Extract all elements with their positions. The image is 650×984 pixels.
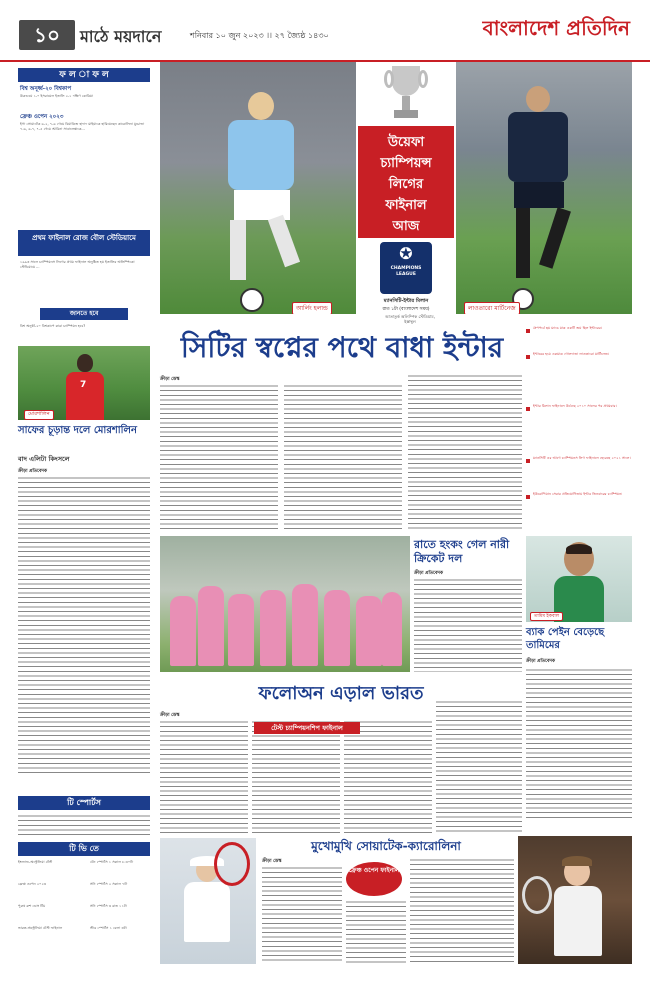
- results-header: ফ ল া ফ ল: [18, 68, 150, 82]
- ucl-star-icon: ✪: [399, 244, 413, 263]
- tamim-headline: ব্যাক পেইন বেড়েছে তামিমের: [526, 627, 605, 651]
- test-headline: ফলোঅন এড়াল ভারত: [258, 683, 424, 704]
- bullets-box: [526, 326, 632, 532]
- main-body-col3: [408, 374, 522, 532]
- cricket-body: [414, 578, 522, 672]
- badge-line: উয়েফা: [387, 135, 425, 150]
- bullet-text: গ্রুপপর্বে ছয় ম্যাচে মাত্র একটি জয় ছিল ইন্টারের।: [533, 326, 603, 330]
- tamim-byline: ক্রীড়া প্রতিবেদক: [526, 659, 555, 664]
- sports-header: টি স্পোর্টস: [18, 796, 150, 810]
- muchova-photo: [518, 836, 632, 964]
- badge-line: চ্যাম্পিয়ন্স: [380, 156, 432, 171]
- section-title: মাঠে ময়দানে: [80, 27, 162, 46]
- tamim-photo: [526, 536, 632, 622]
- haaland-figure: [200, 92, 320, 302]
- test-subheader: টেস্ট চ্যাম্পিয়নশিপ ফাইনাল: [254, 722, 360, 734]
- haaland-photo: [160, 62, 356, 314]
- tv-header: টি ভি তে: [18, 842, 150, 856]
- test-body-col3: [344, 720, 432, 834]
- tv-row: [18, 860, 150, 882]
- muchova-figure: [548, 858, 608, 964]
- test-body-col4: [436, 700, 522, 834]
- racket-icon: [214, 842, 250, 886]
- tv-listings: [18, 860, 150, 948]
- bullet-text: ইন্টার মিলান ফাইনালে উঠেছে ২০১০ সালের পর প্রথমবার।: [533, 404, 617, 408]
- tennis-body-col3: [410, 858, 514, 964]
- newspaper-logo: [470, 14, 630, 54]
- tv-program: ভারত-অস্ট্রেলিয়া টেস্ট ফাইনাল: [18, 926, 63, 930]
- ucl-logo-text: CHAMPIONS LEAGUE: [390, 266, 422, 277]
- date-line: শনিবার ১০ জুন ২০২৩ ।। ২৭ জ্যৈষ্ঠ ১৪৩০: [190, 31, 329, 40]
- tv-row: [18, 926, 150, 948]
- bullet-marker: [526, 407, 530, 411]
- women-cricket-photo: [160, 536, 410, 672]
- tamim-caption: তামিম ইকবাল: [530, 612, 563, 621]
- tv-channel: টেন স্পোর্টস ১ সকাল ৮.৩০টা: [90, 860, 134, 864]
- swiatek-photo: [160, 838, 256, 964]
- tennis-body-col1: [262, 866, 342, 964]
- bullet-item: [526, 326, 632, 346]
- match-info: ম্যানসিটি-ইন্টার মিলান: [383, 298, 429, 304]
- result-title: বিশ্ব অনূর্ধ্ব-২০ বিশ্বকাপ: [20, 86, 72, 92]
- tennis-badge: [346, 862, 402, 896]
- tv-row: [18, 904, 150, 926]
- morshalin-headline: সাফের চূড়ান্ত দলে মোরশালিন: [18, 425, 137, 436]
- badge-line: ফাইনাল: [385, 198, 427, 213]
- main-body-col1: [160, 384, 278, 532]
- cricket-byline: ক্রীড়া প্রতিবেদক: [414, 571, 443, 576]
- morshalin-byline: ক্রীড়া প্রতিবেদক: [18, 469, 47, 474]
- result-body: উরুগুয়ে ১-০ ইসরায়েল ইতালি ২-১ দক্ষিণ কোরিয়া: [20, 94, 94, 98]
- sports-body: [18, 814, 150, 838]
- tamim-figure: [554, 542, 604, 622]
- test-body-col2: [252, 720, 340, 834]
- lautaro-photo: [456, 62, 632, 314]
- lautaro-figure: [486, 86, 596, 306]
- trivia-header: জানতে হবে: [40, 308, 128, 320]
- test-body-col1: [160, 720, 248, 834]
- first-final-title: প্রথম ফাইনাল রোজ বৌল স্টেডিয়ামে: [32, 234, 136, 242]
- racket-icon: [522, 876, 552, 914]
- bullet-text: ইন্টারের হয়ে একমাত্র গোলদাতা লাওতারো মার্টিনেজ।: [533, 352, 610, 356]
- page-number-badge: [19, 20, 75, 50]
- venue-line: আতাতুর্ক অলিম্পিক স্টেডিয়াম, ইস্তাম্বুল: [385, 314, 435, 324]
- bullet-marker: [526, 329, 530, 333]
- bullet-marker: [526, 495, 530, 499]
- bullet-marker: [526, 459, 530, 463]
- tamim-body: [526, 668, 632, 818]
- tv-channel: সনি স্পোর্টস ৩ রাত ১১টা: [90, 904, 127, 908]
- tv-program: ফ্রেঞ্চ ওপেন ২০২৩: [18, 882, 47, 886]
- tennis-headline: মুখোমুখি সোয়াটেক-ক্যারোলিনা: [311, 839, 461, 853]
- match-time: রাত ১টা (বাংলাদেশ সময়): [382, 307, 430, 312]
- bullet-marker: [526, 355, 530, 359]
- test-byline: ক্রীড়া ডেস্ক: [160, 713, 180, 718]
- first-final-body: ১৯৯৩ সালে চ্যাম্পিয়নস লিগের প্রথম ফাইনাল অনুষ্ঠিত হয় ইতালির অলিম্পিকো স্টেডিয়ামে ...: [20, 260, 135, 269]
- tennis-body-col2: [346, 900, 406, 964]
- tv-row: [18, 882, 150, 904]
- cricket-headline: রাতে হংকং গেল নারী ক্রিকেট দল: [414, 538, 510, 565]
- morshalin-photo: [18, 346, 150, 420]
- morshalin-body: [18, 476, 150, 776]
- ucl-logo: [380, 242, 432, 294]
- tv-program: পুরুষ রুশ ডোং টিম: [18, 904, 46, 908]
- tv-channel: স্টার স্পোর্টস ১ বেলা ৩টা: [90, 926, 127, 930]
- bullet-item: [526, 456, 632, 486]
- result-title: ফ্রেঞ্চ ওপেন ২০২৩: [20, 114, 64, 120]
- morshalin-caption: মোরশালিন: [24, 410, 54, 420]
- badge-line: লিগের: [388, 177, 424, 192]
- bullet-item: [526, 352, 632, 398]
- lautaro-caption: লাওতারো মার্টিনেজ: [464, 302, 520, 314]
- morshalin-subhead: বাদ এলিটা কিংসলে: [18, 455, 70, 463]
- players-group: [170, 566, 402, 670]
- tv-program: ইংল্যান্ড-অস্ট্রেলিয়া টেস্ট: [18, 860, 53, 864]
- trivia-body: বিশ্ব অনূর্ধ্ব-২০ বিশ্বকাপে কারা চ্যাম্পিয়ন হবে?: [20, 324, 86, 328]
- trophy-icon: [384, 66, 428, 124]
- bullet-item: [526, 404, 632, 450]
- first-final-header: [18, 230, 150, 256]
- bullet-text: ইউরোপিয়ান সেরার প্রতিযোগিতায় ইন্টার তিনবারের চ্যাম্পিয়ন।: [533, 492, 623, 496]
- masthead: [0, 0, 650, 62]
- ball: [240, 288, 264, 312]
- result-body: ইগা সোয়াটেক ৬-২, ৭-৬ গেমে বিয়াত্রিজ হাদাদ মাইয়াকে হারিয়েছেন কারোলিনা মুচোভা ৭-৬, ৬-৭, ৭-৫ গেমে আরিনা সাবালেঙ্কাকে...: [20, 122, 145, 131]
- results-block: [20, 86, 148, 182]
- haaland-caption: আর্লিং হলান্ড: [292, 302, 332, 314]
- bullet-item: [526, 492, 632, 522]
- tv-channel: সনি স্পোর্টস ২ সকাল ৭টা: [90, 882, 128, 886]
- main-body-col2: [284, 384, 402, 532]
- ucl-badge-panel: [358, 62, 454, 314]
- bullet-text: ম্যানসিটি এর আগে চ্যাম্পিয়নস লিগ ফাইনালে হেরেছে ২০২১ সালে।: [533, 456, 631, 460]
- main-headline: সিটির স্বপ্নের পথে বাধা ইন্টার: [180, 331, 504, 364]
- tennis-byline: ক্রীড়া ডেস্ক: [262, 859, 282, 864]
- left-sidebar: [18, 66, 150, 966]
- ucl-final-badge: [358, 126, 454, 238]
- tennis-badge-text: ফ্রেঞ্চ ওপেন ফাইনাল: [348, 867, 400, 874]
- page-number: ১০: [34, 23, 60, 47]
- main-byline: ক্রীড়া ডেস্ক: [160, 377, 180, 382]
- logo-text: বাংলাদেশ প্রতিদিন: [482, 16, 630, 40]
- badge-line: আজ: [392, 219, 420, 234]
- player-figure: 7: [58, 354, 112, 420]
